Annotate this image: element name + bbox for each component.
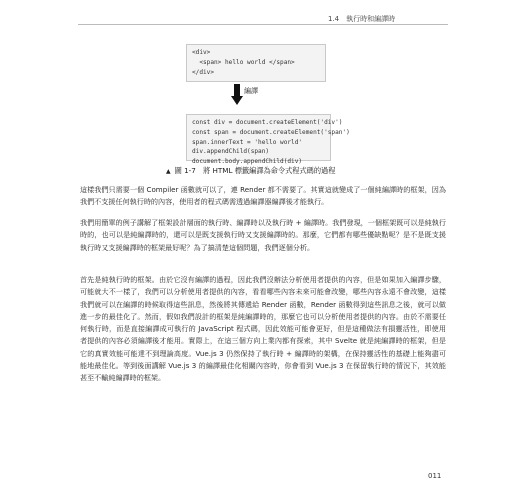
- figure-caption-text: 圖 1-7 將 HTML 標籤編譯為命令式程式碼的過程: [174, 166, 336, 175]
- imperative-code-block: const div = document.createElement('div') const span = document.createElement('span') span.innerText = 'hello world' div.appendChild(span) document.body.appendChild(div): [186, 114, 331, 161]
- header-divider: [78, 24, 448, 25]
- figure-caption: [166, 166, 335, 176]
- paragraph-3: 首先是純執行時的框架。由於它沒有編譯的過程，因此我們沒辦法分析使用者提供的內容，但是如果加入編譯步驟，可能就大不一樣了，我們可以分析使用者提供的內容，看看哪些內容未來可能會改變，哪些內容永遠不會改變，這樣我們就可以在編譯的時候取得這些訊息，然後將其傳遞給 Render 函數，Render 函數得到這些訊息之後，就可以做進一步的最佳化了。然而，假如我們設計的框架是純編譯時的，那麼它也可以分析使用者提供的內容。由於不需要任何執行時，而是直接編譯成可執行的 JavaScript 程式碼，因此效能可能會更好，但是這種做法有損靈活性，即使用者提供的內容必須編譯後才能用。實際上，在這三個方向上業內都有探索，其中 Svelte 就是純編譯時的框架，但是它的真實效能可能達不到理論高度。Vue.js 3 仍然保持了執行時 + 編譯時的架構，在保持靈活性的基礎上能夠盡可能地最佳化。等到後面講解 Vue.js 3 的編譯最佳化相關內容時，你會看到 Vue.js 3 在保留執行時的情況下，其效能甚至不輸純編譯時的框架。: [80, 275, 446, 383]
- paragraph-2: 我們用簡單的例子講解了框架設計層面的執行時、編譯時以及執行時 + 編譯時。我們發現，一個框架既可以是純執行時的，也可以是純編譯時的，還可以是既支援執行時又支援編譯時的。那麼，它們都有哪些優缺點呢？是不是既支援執行時又支援編譯時的框架最好呢？為了搞清楚這個問題，我們逐個分析。: [80, 218, 446, 252]
- page-number: 011: [428, 472, 442, 480]
- running-header: 1.4 執行時和編譯時: [328, 15, 396, 23]
- compile-label: 編譯: [244, 87, 258, 95]
- paragraph-1: 這樣我們只需要一個 Compiler 函數就可以了，連 Render 都不需要了。其實這就變成了一個純編譯時的框架，因為我們不支援任何執行時的內容，使用者的程式碼需透過編譯器編譯後才能執行。: [80, 185, 446, 207]
- down-arrow-icon: [231, 84, 243, 106]
- caption-triangle-icon: ▲: [166, 168, 171, 175]
- html-code-block: <div> <span> hello world </span> </div>: [186, 44, 326, 82]
